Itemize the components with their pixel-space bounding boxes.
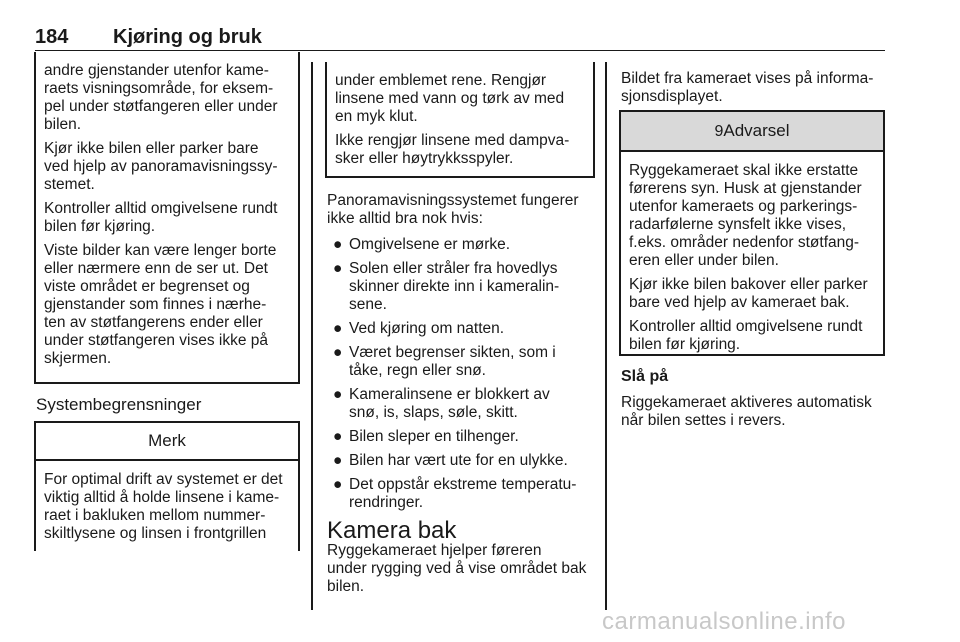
display-intro: Bildet fra kameraet vises på informa- sjonsdisplayet. — [621, 70, 874, 105]
limitations-content — [327, 192, 593, 602]
bullet-icon: ● — [333, 236, 343, 253]
warning-paragraph: Ryggekameraet skal ikke erstatte førerens syn. Husk at gjenstander utenfor kameraets og parkerings- radarfølerne synsfelt ikke vises, f.eks. områder nedenfor støtfang- eren eller under bilen. — [629, 162, 862, 269]
list-item: ● Omgivelsene er mørke. — [333, 236, 511, 253]
switch-on-text: Riggekameraet aktiveres automatisk når bilen settes i revers. — [621, 394, 872, 429]
warning-triangle-icon: 9 — [714, 123, 724, 140]
page-header — [35, 22, 885, 52]
limitations-intro: Panoramavisningssystemet fungerer ikke alltid bra nok hvis: — [327, 192, 579, 227]
list-item: ● Det oppstår ekstreme temperatu- rendringer. — [333, 476, 577, 511]
list-item: ● Bilen har vært ute for en ulykke. — [333, 452, 568, 469]
bullet-icon: ● — [333, 428, 343, 445]
bullet-icon: ● — [333, 344, 343, 361]
box-paragraph: Kjør ikke bilen eller parker bare ved hjelp av panoramavisningssy- stemet. — [44, 140, 278, 193]
warning-box — [619, 110, 885, 356]
warning-header — [621, 112, 883, 152]
note-text: For optimal drift av systemet er det viktig alltid å holde linsene i kame- raet i bakluken mellom nummer- skiltlysene og linsen i frontgrillen — [44, 471, 283, 542]
switch-on-section — [621, 368, 885, 436]
section-heading-limitations-wrap — [36, 396, 298, 414]
page-number: 184 — [35, 26, 69, 48]
warning-title: Advarsel — [723, 121, 790, 140]
list-item: ● Solen eller stråler fra hovedlys skinner direkte inn i kameralin- sene. — [333, 260, 560, 313]
list-item: ● Været begrenser sikten, som i tåke, regn eller snø. — [333, 344, 556, 379]
note-paragraph: Ikke rengjør linsene med dampva- sker eller høytrykksspyler. — [335, 132, 570, 167]
watermark: carmanualsonline.info — [602, 608, 846, 635]
limitations-list — [327, 236, 593, 512]
bullet-icon: ● — [333, 386, 343, 403]
box-paragraph: Viste bilder kan være lenger borte eller nærmere enn de ser ut. Det viste området er begrenset og gjenstander som finnes i nærhe- ten av støtfangerens ender eller under støtfangeren vises ikke på skjermen. — [44, 242, 277, 367]
column-divider-1 — [311, 62, 313, 610]
column-divider-2 — [605, 62, 607, 610]
chapter-title: Kjøring og bruk — [113, 26, 262, 48]
header-rule — [35, 50, 885, 51]
section-heading-rear-camera: Kamera bak — [327, 517, 457, 544]
continued-warning-box — [34, 52, 300, 384]
display-intro-wrap — [621, 70, 885, 112]
list-item: ● Ved kjøring om natten. — [333, 320, 505, 337]
box-paragraph: Kontroller alltid omgivelsene rundt bilen før kjøring. — [44, 200, 278, 235]
subheading-switch-on: Slå på — [621, 368, 669, 385]
list-item: ● Kameralinsene er blokkert av snø, is, slaps, søle, skitt. — [333, 386, 550, 421]
warning-paragraph: Kontroller alltid omgivelsene rundt bilen før kjøring. — [629, 318, 863, 353]
warning-paragraph: Kjør ikke bilen bakover eller parker bare ved hjelp av kameraet bak. — [629, 276, 868, 311]
bullet-icon: ● — [333, 320, 343, 337]
note-title: Merk — [36, 423, 298, 461]
rear-camera-text: Ryggekameraet hjelper føreren under rygging ved å vise området bak bilen. — [327, 542, 587, 595]
box-paragraph: andre gjenstander utenfor kame- raets visningsområde, for eksem- pel under støtfangeren eller under bilen. — [44, 62, 278, 133]
bullet-icon: ● — [333, 452, 343, 469]
section-heading-limitations: Systembegrensninger — [36, 395, 202, 414]
note-paragraph: under emblemet rene. Rengjør linsene med vann og tørk av med en myk klut. — [335, 72, 565, 125]
bullet-icon: ● — [333, 260, 343, 277]
continued-note-box — [325, 62, 595, 178]
list-item: ● Bilen sleper en tilhenger. — [333, 428, 519, 445]
note-box — [34, 421, 300, 551]
bullet-icon: ● — [333, 476, 343, 493]
